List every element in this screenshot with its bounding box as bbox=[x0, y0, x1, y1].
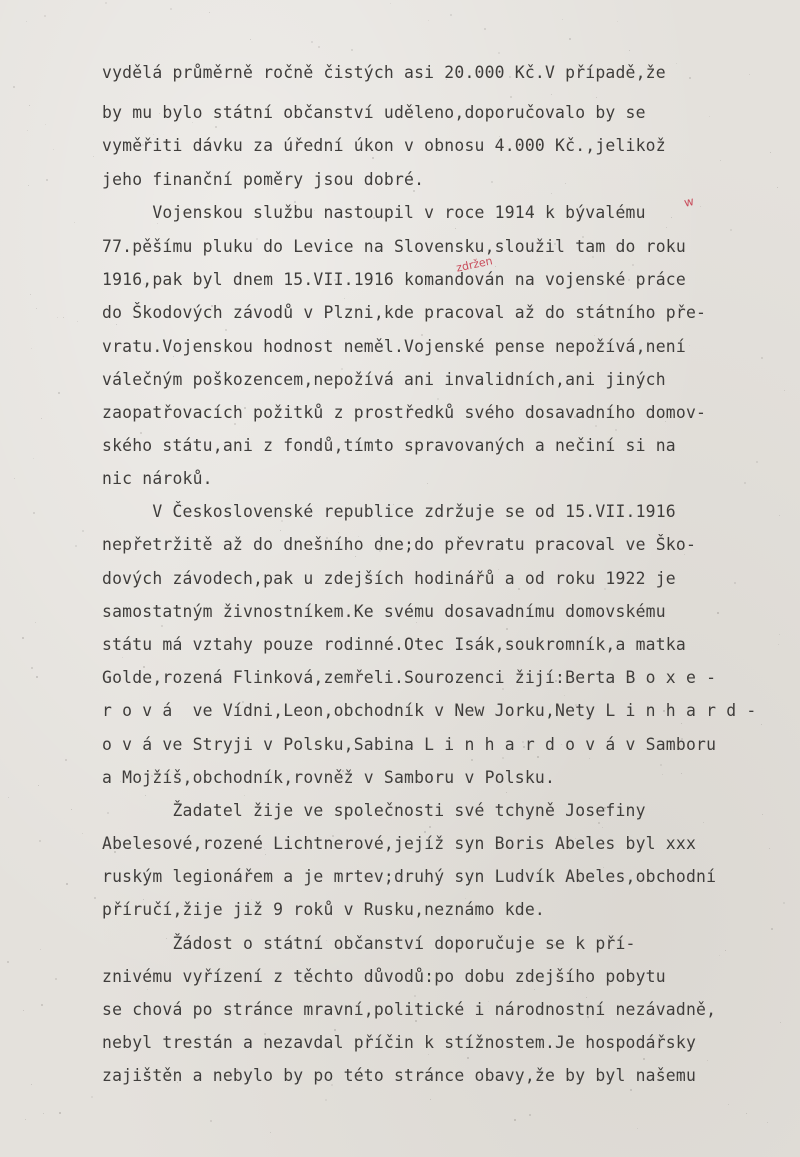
paper-speck bbox=[437, 398, 439, 400]
paper-speck bbox=[318, 46, 320, 48]
paper-speck bbox=[26, 21, 27, 22]
paper-speck bbox=[58, 392, 60, 394]
paper-speck bbox=[28, 185, 29, 186]
paper-speck bbox=[671, 217, 672, 218]
paper-speck bbox=[116, 324, 117, 325]
paper-speck bbox=[94, 897, 96, 899]
paper-speck bbox=[427, 483, 428, 484]
paper-speck bbox=[676, 63, 677, 64]
paper-speck bbox=[66, 883, 68, 885]
paper-speck bbox=[749, 74, 750, 75]
paper-speck bbox=[703, 822, 704, 823]
paper-speck bbox=[351, 49, 353, 51]
text-line: nepřetržitě až do dnešního dne;do převratu pracoval ve Ško- bbox=[102, 535, 697, 554]
paper-speck bbox=[484, 28, 486, 30]
paper-speck bbox=[280, 530, 281, 531]
paper-speck bbox=[767, 1122, 768, 1123]
paper-speck bbox=[534, 989, 535, 990]
paper-speck bbox=[31, 667, 33, 669]
paper-speck bbox=[744, 482, 746, 484]
paper-speck bbox=[681, 773, 682, 774]
text-line: vratu.Vojenskou hodnost neměl.Vojenské pense nepožívá,není bbox=[102, 337, 686, 356]
paper-speck bbox=[783, 902, 785, 904]
handwritten-annotation: w bbox=[682, 194, 696, 210]
paper-speck bbox=[586, 997, 587, 998]
paper-speck bbox=[170, 8, 172, 10]
paper-speck bbox=[414, 995, 416, 997]
text-line: nic nároků. bbox=[102, 469, 213, 488]
paper-speck bbox=[424, 831, 426, 833]
paper-speck bbox=[762, 814, 763, 815]
paper-speck bbox=[25, 1119, 26, 1120]
paper-speck bbox=[596, 97, 597, 98]
paper-speck bbox=[215, 126, 217, 128]
text-line: se chová po stránce mravní,politické i národnostní nezávadně, bbox=[102, 1000, 717, 1019]
text-line: nebyl trestán a nezavdal příčin k stížnostem.Je hospodářsky bbox=[102, 1033, 697, 1052]
paper-speck bbox=[140, 432, 142, 434]
paper-speck bbox=[529, 1114, 531, 1116]
paper-speck bbox=[506, 628, 508, 630]
handwritten-annotation: zdržen bbox=[455, 254, 494, 275]
paper-speck bbox=[13, 86, 15, 88]
paper-speck bbox=[8, 797, 9, 798]
paper-speck bbox=[551, 193, 552, 194]
paper-speck bbox=[421, 334, 423, 336]
text-line: 1916,pak byl dnem 15.VII.1916 komandován na vojenské práce bbox=[102, 270, 686, 289]
paper-speck bbox=[537, 756, 539, 758]
paper-speck bbox=[728, 1104, 729, 1105]
paper-speck bbox=[14, 478, 15, 479]
paper-speck bbox=[45, 124, 46, 125]
paper-speck bbox=[36, 308, 37, 309]
paper-speck bbox=[40, 949, 41, 950]
text-line: do Škodových závodů v Plzni,kde pracoval až do státního pře- bbox=[102, 303, 707, 322]
paper-speck bbox=[455, 228, 456, 229]
paper-speck bbox=[761, 357, 763, 359]
paper-speck bbox=[105, 2, 107, 4]
text-line: Žádost o státní občanství doporučuje se k pří- bbox=[102, 934, 636, 953]
text-line: znivému vyřízení z těchto důvodů:po dobu zdejšího pobytu bbox=[102, 967, 666, 986]
paper-speck bbox=[38, 785, 39, 786]
paper-speck bbox=[44, 15, 46, 17]
paper-speck bbox=[389, 987, 390, 988]
paper-speck bbox=[82, 530, 84, 532]
text-line: ruským legionářem a je mrtev;druhý syn Ludvík Abeles,obchodní bbox=[102, 867, 717, 886]
paper-speck bbox=[771, 928, 773, 930]
text-line: zajištěn a nebylo by po této stránce obavy,že by byl našemu bbox=[102, 1066, 697, 1085]
paper-speck bbox=[689, 345, 690, 346]
paper-speck bbox=[355, 556, 356, 557]
paper-speck bbox=[589, 758, 590, 759]
paper-speck bbox=[57, 317, 58, 318]
paper-speck bbox=[632, 264, 634, 266]
paper-speck bbox=[390, 3, 391, 4]
paper-speck bbox=[471, 759, 473, 761]
paper-speck bbox=[147, 989, 148, 990]
paper-speck bbox=[502, 688, 504, 690]
text-line: vyměřiti dávku za úřední úkon v obnosu 4.000 Kč.,jelikož bbox=[102, 136, 666, 155]
paper-speck bbox=[730, 229, 732, 231]
paper-speck bbox=[660, 764, 662, 766]
paper-speck bbox=[7, 961, 9, 963]
paper-speck bbox=[770, 152, 771, 153]
paper-speck bbox=[594, 335, 595, 336]
paper-speck bbox=[91, 1096, 93, 1098]
paper-speck bbox=[23, 1010, 24, 1011]
paper-speck bbox=[93, 156, 94, 157]
paper-speck bbox=[498, 52, 500, 54]
paper-speck bbox=[250, 39, 251, 40]
text-line: zaopatřovacích požitků z prostředků svého dosavadního domov- bbox=[102, 403, 707, 422]
paper-speck bbox=[428, 1054, 429, 1055]
paper-speck bbox=[31, 1084, 32, 1085]
paper-speck bbox=[416, 622, 417, 623]
paper-speck bbox=[74, 222, 75, 223]
paper-speck bbox=[569, 38, 571, 40]
paper-speck bbox=[502, 757, 504, 759]
text-line: vydělá průměrně ročně čistých asi 20.000 Kč.V případě,že bbox=[102, 63, 666, 82]
paper-speck bbox=[615, 429, 617, 431]
paper-speck bbox=[777, 187, 778, 188]
text-line: V Československé republice zdržuje se od 15.VII.1916 bbox=[102, 502, 676, 521]
paper-speck bbox=[325, 1099, 327, 1101]
text-line: ského státu,ani z fondů,tímto spravovaných a nečiní si na bbox=[102, 436, 676, 455]
paper-speck bbox=[41, 1004, 43, 1006]
paper-speck bbox=[725, 950, 726, 951]
paper-speck bbox=[495, 266, 496, 267]
text-line: 77.pěšímu pluku do Levice na Slovensku,sloužil tam do roku bbox=[102, 237, 686, 256]
paper-speck bbox=[629, 50, 630, 51]
paper-speck bbox=[514, 1119, 516, 1121]
paper-speck bbox=[71, 809, 72, 810]
paper-speck bbox=[35, 622, 36, 623]
paper-speck bbox=[244, 795, 245, 796]
paper-speck bbox=[82, 833, 83, 834]
paper-speck bbox=[756, 461, 758, 463]
paper-speck bbox=[415, 1020, 417, 1022]
paper-speck bbox=[719, 955, 720, 956]
text-line: Žadatel žije ve společnosti své tchyně Josefiny bbox=[102, 801, 646, 820]
text-line: státu má vztahy pouze rodinné.Otec Isák,soukromník,a matka bbox=[102, 635, 686, 654]
paper-speck bbox=[270, 1132, 271, 1133]
paper-speck bbox=[506, 792, 507, 793]
paper-speck bbox=[689, 77, 691, 79]
text-line: r o v á ve Vídni,Leon,obchodník v New Jorku,Nety L i n h a r d - bbox=[102, 701, 757, 720]
text-line: samostatným živnostníkem.Ke svému dosavadnímu domovskému bbox=[102, 602, 666, 621]
text-line: válečným poškozencem,nepožívá ani invalidních,ani jiných bbox=[102, 370, 666, 389]
paper-speck bbox=[565, 183, 566, 184]
paper-speck bbox=[429, 826, 431, 828]
paper-speck bbox=[780, 1022, 781, 1023]
paper-speck bbox=[617, 21, 618, 22]
paper-speck bbox=[643, 1058, 645, 1060]
paper-speck bbox=[778, 644, 779, 645]
paper-speck bbox=[450, 14, 452, 16]
paper-speck bbox=[465, 898, 466, 899]
paper-speck bbox=[43, 1113, 44, 1114]
paper-speck bbox=[31, 348, 32, 349]
paper-speck bbox=[41, 418, 42, 419]
paper-speck bbox=[30, 294, 31, 295]
paper-speck bbox=[39, 840, 41, 842]
paper-speck bbox=[75, 545, 77, 547]
text-line: dových závodech,pak u zdejších hodinářů a od roku 1922 je bbox=[102, 569, 676, 588]
paper-speck bbox=[210, 1120, 212, 1122]
paper-speck bbox=[551, 94, 552, 95]
paper-speck bbox=[225, 329, 227, 331]
paper-speck bbox=[637, 1128, 638, 1129]
paper-speck bbox=[234, 423, 236, 425]
paper-speck bbox=[717, 612, 719, 614]
paper-speck bbox=[157, 223, 158, 224]
text-line: Golde,rozená Flinková,zemřeli.Sourozenci žijí:Berta B o x e - bbox=[102, 668, 717, 687]
paper-speck bbox=[77, 321, 78, 322]
paper-speck bbox=[29, 105, 30, 106]
paper-speck bbox=[734, 582, 736, 584]
paper-speck bbox=[779, 515, 780, 516]
paper-speck bbox=[22, 637, 24, 639]
paper-speck bbox=[265, 854, 266, 855]
paper-speck bbox=[491, 181, 493, 183]
paper-speck bbox=[46, 179, 48, 181]
paper-speck bbox=[122, 657, 123, 658]
paper-speck bbox=[662, 774, 663, 775]
paper-speck bbox=[311, 41, 313, 43]
paper-speck bbox=[564, 695, 565, 696]
paper-speck bbox=[161, 625, 163, 627]
paper-speck bbox=[709, 116, 710, 117]
text-line: Abelesové,rozené Lichtnerové,jejíž syn Boris Abeles byl xxx bbox=[102, 834, 697, 853]
paper-speck bbox=[27, 130, 28, 131]
paper-speck bbox=[334, 1029, 336, 1031]
paper-speck bbox=[467, 1057, 469, 1059]
text-line: by mu bylo státní občanství uděleno,doporučovalo by se bbox=[102, 103, 646, 122]
paper-speck bbox=[746, 1113, 747, 1114]
paper-speck bbox=[666, 227, 667, 228]
paper-speck bbox=[761, 724, 762, 725]
paper-speck bbox=[784, 390, 785, 391]
paper-speck bbox=[720, 160, 721, 161]
text-line: příručí,žije již 9 roků v Rusku,neznámo kde. bbox=[102, 900, 545, 919]
paper-speck bbox=[33, 458, 34, 459]
paper-speck bbox=[598, 822, 600, 824]
text-line: Vojenskou službu nastoupil v roce 1914 k bývalému bbox=[102, 203, 646, 222]
paper-speck bbox=[55, 978, 57, 980]
paper-speck bbox=[700, 206, 701, 207]
paper-speck bbox=[602, 827, 603, 828]
paper-speck bbox=[769, 848, 770, 849]
paper-speck bbox=[413, 190, 415, 192]
paper-speck bbox=[430, 1099, 431, 1100]
paper-speck bbox=[33, 512, 35, 514]
paper-speck bbox=[707, 1060, 708, 1061]
paper-speck bbox=[562, 19, 563, 20]
text-line: jeho finanční poměry jsou dobré. bbox=[102, 170, 425, 189]
paper-speck bbox=[595, 425, 597, 427]
paper-speck bbox=[153, 134, 154, 135]
paper-speck bbox=[779, 634, 780, 635]
paper-speck bbox=[36, 676, 38, 678]
paper-speck bbox=[428, 20, 429, 21]
paper-speck bbox=[344, 298, 345, 299]
paper-speck bbox=[681, 723, 682, 724]
text-line: o v á ve Stryji v Polsku,Sabina L i n h a r d o v á v Samboru bbox=[102, 735, 717, 754]
paper-speck bbox=[209, 12, 210, 13]
paper-speck bbox=[372, 157, 374, 159]
text-line: a Mojžíš,obchodník,rovněž v Samboru v Polsku. bbox=[102, 768, 556, 787]
paper-speck bbox=[59, 1112, 61, 1114]
paper-speck bbox=[53, 149, 54, 150]
paper-speck bbox=[630, 1089, 632, 1091]
paper-speck bbox=[63, 317, 64, 318]
paper-speck bbox=[338, 532, 339, 533]
paper-speck bbox=[510, 96, 512, 98]
paper-speck bbox=[65, 759, 67, 761]
paper-speck bbox=[145, 795, 146, 796]
